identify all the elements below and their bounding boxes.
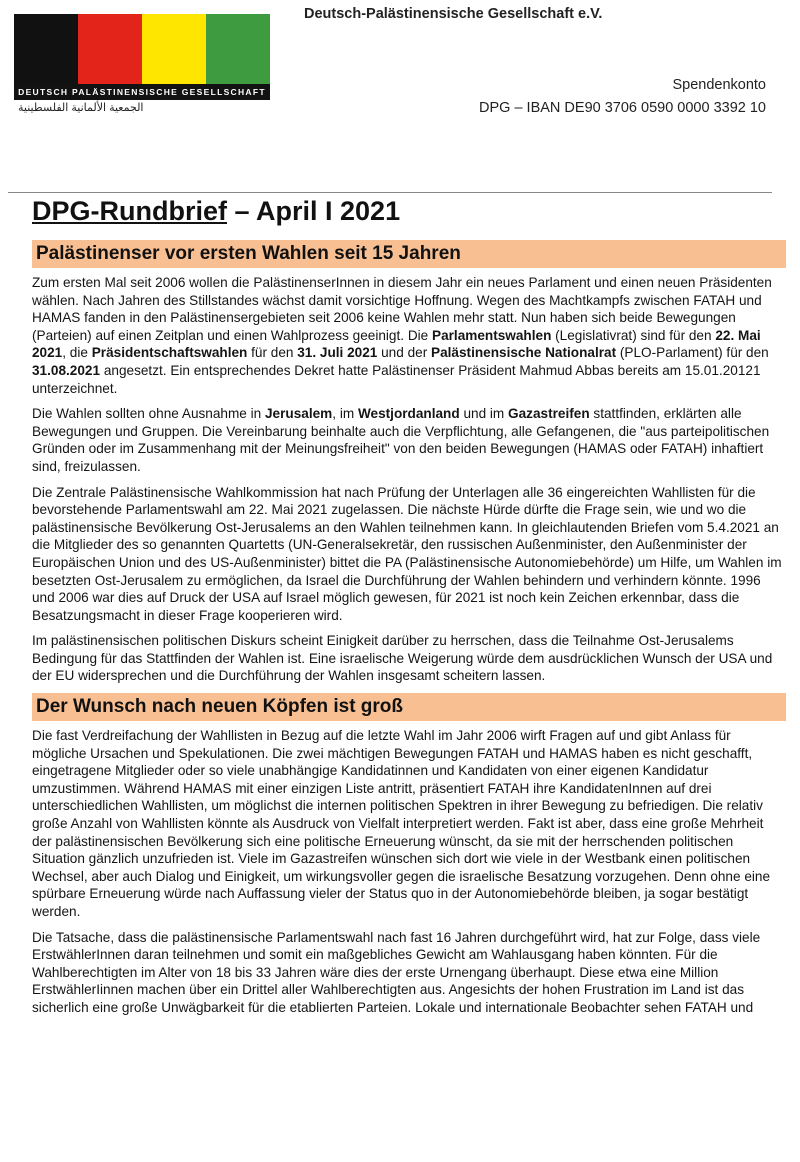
bold-text: Westjordanland (357, 406, 460, 422)
logo (14, 14, 270, 100)
bold-text: 22. Mai 2021 (32, 327, 761, 361)
text-run: Die Zentrale Palästinensische Wahlkommission hat nach Prüfung der Unterlagen alle 36 eingereichten Wahllisten für die bevorstehende Parlamentswahl am 22. Mai 2021 zugelassen. Die nächste Hürde dürfte die Frage sein, wie und wo die palästinensische Bevölkerung Ost-Jerusalems an den Wahlen teilnehmen kann. In gleichlautenden Briefen vom 5.4.2021 an die Mitglieder des so genannten Quartetts (UN-Generalsekretär, den russischen Außenminister, den Außenminister der Europäischen Union und des US-Außenminister) bittet die PA (Palästinensische Autonomiebehörde) um Hilfe, um Wahlen im besetzten Ost-Jerusalem zu ermöglichen, da Israel die Durchführung der Wahlen behindern und verhindern könnte. 1996 und 2006 war dies auf Druck der USA auf Israel möglich gewesen, für 2021 ist noch kein Zeichen erkennbar, dass die Besatzungsmacht in dieser Frage kooperieren wird. (32, 484, 782, 623)
paragraph (32, 405, 786, 475)
section-heading: Palästinenser vor ersten Wahlen seit 15 Jahren (32, 240, 786, 268)
text-run: (Legislativrat) sind für den (551, 327, 716, 343)
newsletter-body (32, 240, 786, 1025)
paragraph (32, 484, 786, 625)
bold-text: Palästinensische Nationalrat (431, 345, 617, 361)
text-run: angesetzt. Ein entsprechendes Dekret hatte Palästinenser Präsident Mahmud Abbas bereits am 15.01.20121 unterzeichnet. (32, 362, 761, 396)
donation-account-label: Spendenkonto (672, 77, 766, 93)
text-run: Die Tatsache, dass die palästinensische Parlamentswahl nach fast 16 Jahren durchgeführt wird, hat zur Folge, dass viele ErstwählerInnen daran teilnehmen und somit ein maßgebliches Gewicht am Wahlausgang haben könnten. Für die Wahlberechtigten im Alter von 18 bis 33 Jahren wäre dies der erste Urnengang überhaupt. Diese etwa eine Million ErstwählerIinnen machen über ein Drittel aller Wahlberechtigten aus. Angesichts der hohen Frustration im Land ist das sicherlich eine große Unwägbarkeit für die etablierten Parteien. Lokale und internationale Beobachter sehen FATAH und (32, 929, 761, 1015)
bold-text: Gazastreifen (508, 406, 590, 422)
title-rest: – April I 2021 (227, 196, 401, 226)
bold-text: 31. Juli 2021 (297, 345, 378, 361)
logo-stripe-red (78, 14, 142, 84)
paragraph (32, 929, 786, 1017)
paragraph (32, 727, 786, 921)
text-run: , im (332, 406, 358, 422)
text-run: (PLO-Parlament) für den (616, 345, 769, 361)
text-run: für den (247, 345, 298, 361)
text-run: und der (377, 345, 432, 361)
bold-text: 31.08.2021 (32, 362, 101, 378)
section-heading: Der Wunsch nach neuen Köpfen ist groß (32, 693, 786, 721)
logo-stripe-green (206, 14, 270, 84)
logo-stripe-black (14, 14, 78, 84)
page-title (32, 196, 400, 227)
logo-arabic-text: الجمعية الألمانية الفلسطينية (18, 102, 144, 114)
bold-text: Jerusalem (265, 406, 333, 422)
text-run: Im palästinensischen politischen Diskurs scheint Einigkeit darüber zu herrschen, dass die Teilnahme Ost-Jerusalems Bedingung für das Stattfinden der Wahlen ist. Eine israelische Weigerung würde dem ausdrücklichen Wunsch der USA und der EU widersprechen und die Durchführung der Wahlen insgesamt scheitern lassen. (32, 633, 773, 684)
iban: DPG – IBAN DE90 3706 0590 0000 3392 10 (479, 100, 766, 116)
logo-stripe-yellow (142, 14, 206, 84)
title-main: DPG-Rundbrief (32, 196, 227, 226)
text-run: , die (62, 345, 92, 361)
organization-name: Deutsch-Palästinensische Gesellschaft e.V. (304, 6, 603, 22)
bold-text: Parlamentswahlen (432, 327, 552, 343)
logo-bar-text: DEUTSCH PALÄSTINENSISCHE GESELLSCHAFT (14, 84, 270, 100)
text-run: und im (459, 406, 509, 422)
bold-text: Präsidentschaftswahlen (91, 345, 248, 361)
text-run: Zum ersten Mal seit 2006 wollen die PalästinenserInnen in diesem Jahr ein neues Parlament und einen neuen Präsidenten wählen. Nach Jahren des Stillstandes wächst damit vorsichtige Hoffnung. Wegen des Machtkampfs zwischen FATAH und HAMAS fanden in den Palästinensergebieten seit 2006 keine Wahlen mehr statt. Nun haben sich beide Bewegungen (Parteien) auf einen Zeitplan und einen Wahlprozess geeinigt. Die (32, 275, 772, 343)
article-section (32, 693, 786, 1017)
text-run: stattfinden, erklärten alle Bewegungen und Gruppen. Die Vereinbarung beinhalte auch die Verpflichtung, alle Gefangenen, die "aus parteipolitischen Gründen oder im Zusammenhang mit der Meinungsfreiheit" von den beiden Bewegungen (HAMAS oder FATAH) inhaftiert sind, freizulassen. (32, 406, 770, 474)
paragraph (32, 632, 786, 685)
logo-flag-stripes (14, 14, 270, 84)
text-run: Die Wahlen sollten ohne Ausnahme in (32, 406, 265, 422)
paragraph (32, 274, 786, 397)
text-run: Die fast Verdreifachung der Wahllisten in Bezug auf die letzte Wahl im Jahr 2006 wirft Fragen auf und gibt Anlass für mögliche Ursachen und Spekulationen. Die zwei mächtigen Bewegungen FATAH und HAMAS haben es nicht geschafft, eingetragene Mitglieder oder so viele unabhängige Kandidatinnen und Kandidaten von einer eigenen Kandidatur umzustimmen. Während HAMAS mit einer einzigen Liste antritt, präsentiert FATAH ihre KandidatenInnen auf drei unterschiedlichen Wahllisten, um möglichst die internen politischen Spektren in ihrer Bewegung zu befriedigen. Die relativ große Anzahl von Wahllisten könnte als Ausdruck von Vielfalt interpretiert werden. Fakt ist aber, dass eine große Mehrheit der palästinensischen Bevölkerung sich eine politische Erneuerung wünscht, da sie mit der herrschenden politischen Situation gänzlich unzufrieden ist. Viele im Gazastreifen wünschen sich dort wie viele in der Westbank einen politischen Wechsel, aber auch Dialog und Einigkeit, um wirkungsvoller gegen die israelische Besatzung vorzugehen. Denn ohne eine spürbare Erneuerung würde nach Auffassung vieler der Status quo in der Autonomiebehörde bleiben, ja sogar bestätigt werden. (32, 728, 771, 919)
article-section (32, 240, 786, 685)
header-divider (8, 192, 772, 193)
